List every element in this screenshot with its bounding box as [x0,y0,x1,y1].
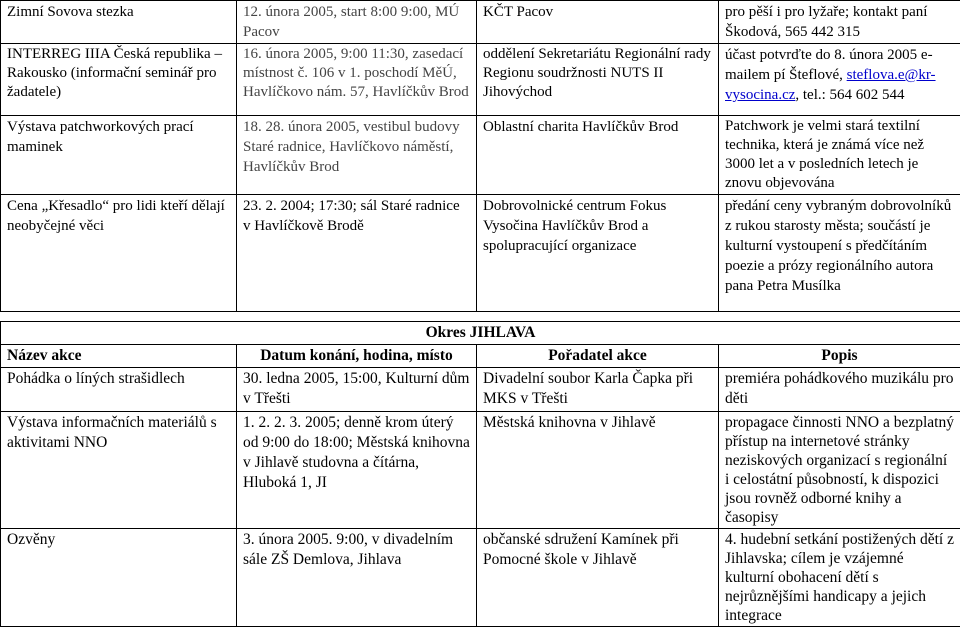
column-header-date: Datum konání, hodina, místo [237,345,477,368]
event-organizer: Dobrovolnické centrum Fokus Vysočina Havlíčkův Brod a spolupracující organizace [477,195,719,312]
column-header-name: Název akce [1,345,237,368]
event-date: 18. 28. února 2005, vestibul budovy Staré radnice, Havlíčkovo náměstí, Havlíčkův Brod [237,116,477,195]
column-header-organizer: Pořadatel akce [477,345,719,368]
event-name: Cena „Křesadlo“ pro lidi kteří dělají neobyčejné věci [1,195,237,312]
table-row [1,1,960,44]
table-row [1,412,960,529]
event-organizer: KČT Pacov [477,1,719,44]
district-header-row [1,322,960,345]
description-text: účast potvrďte do 8. února 2005 e-mailem pí Šteflové, [725,47,933,83]
event-description: propagace činnosti NNO a bezplatný přístup na internetové stránky neziskových organizací s regionální i celostátní působností, k dispozici jsou rovněž odborné knihy a časopisy [719,412,960,529]
event-name: Pohádka o líných strašidlech [1,368,237,412]
event-organizer: Divadelní soubor Karla Čapka při MKS v Třešti [477,368,719,412]
description-text: , tel.: 564 602 544 [795,87,904,103]
event-description: premiéra pohádkového muzikálu pro děti [719,368,960,412]
event-description [719,44,960,116]
event-organizer: Oblastní charita Havlíčkův Brod [477,116,719,195]
event-date: 16. února 2005, 9:00 11:30, zasedací místnost č. 106 v 1. poschodí MěÚ, Havlíčkovo nám. 57, Havlíčkův Brod [237,44,477,116]
event-date: 3. února 2005. 9:00, v divadelním sále ZŠ Demlova, Jihlava [237,529,477,627]
column-header-row [1,345,960,368]
email-link[interactable]: steflova.e@kr-vysocina.cz [725,67,936,103]
event-name: INTERREG IIIA Česká republika – Rakousko (informační seminář pro žadatele) [1,44,237,116]
event-name: Ozvěny [1,529,237,627]
event-organizer: občanské sdružení Kamínek při Pomocné škole v Jihlavě [477,529,719,627]
events-table-jihlava [0,321,960,627]
event-date: 1. 2. 2. 3. 2005; denně krom úterý od 9:00 do 18:00; Městská knihovna v Jihlavě studovna a čítárna, Hluboká 1, JI [237,412,477,529]
table-row [1,44,960,116]
event-name: Výstava informačních materiálů s aktivitami NNO [1,412,237,529]
event-name: Zimní Sovova stezka [1,1,237,44]
table-row [1,368,960,412]
events-table-havlickuv-brod [0,0,960,312]
event-organizer: Městská knihovna v Jihlavě [477,412,719,529]
column-header-description: Popis [719,345,960,368]
event-date: 12. února 2005, start 8:00 9:00, MÚ Pacov [237,1,477,44]
event-description: předání ceny vybraným dobrovolníků z rukou starosty města; součástí je kulturní vystoupení s předčítáním poezie a prózy regionálního autora pana Petra Musílka [719,195,960,312]
event-date: 30. ledna 2005, 15:00, Kulturní dům v Třešti [237,368,477,412]
district-title: Okres JIHLAVA [1,322,960,345]
event-description: 4. hudební setkání postižených dětí z Jihlavska; cílem je vzájemné kulturní obohacení dětí s nejrůznějšími handicapy a jejich integrace [719,529,960,627]
event-date: 23. 2. 2004; 17:30; sál Staré radnice v Havlíčkově Brodě [237,195,477,312]
table-row [1,529,960,627]
event-organizer: oddělení Sekretariátu Regionální rady Regionu soudržnosti NUTS II Jihovýchod [477,44,719,116]
event-description: Patchwork je velmi stará textilní technika, která je známá více než 3000 let a v posledních letech je znovu objevována [719,116,960,195]
table-row [1,195,960,312]
event-description: pro pěší i pro lyžaře; kontakt paní Škodová, 565 442 315 [719,1,960,44]
event-name: Výstava patchworkových prací maminek [1,116,237,195]
table-row [1,116,960,195]
